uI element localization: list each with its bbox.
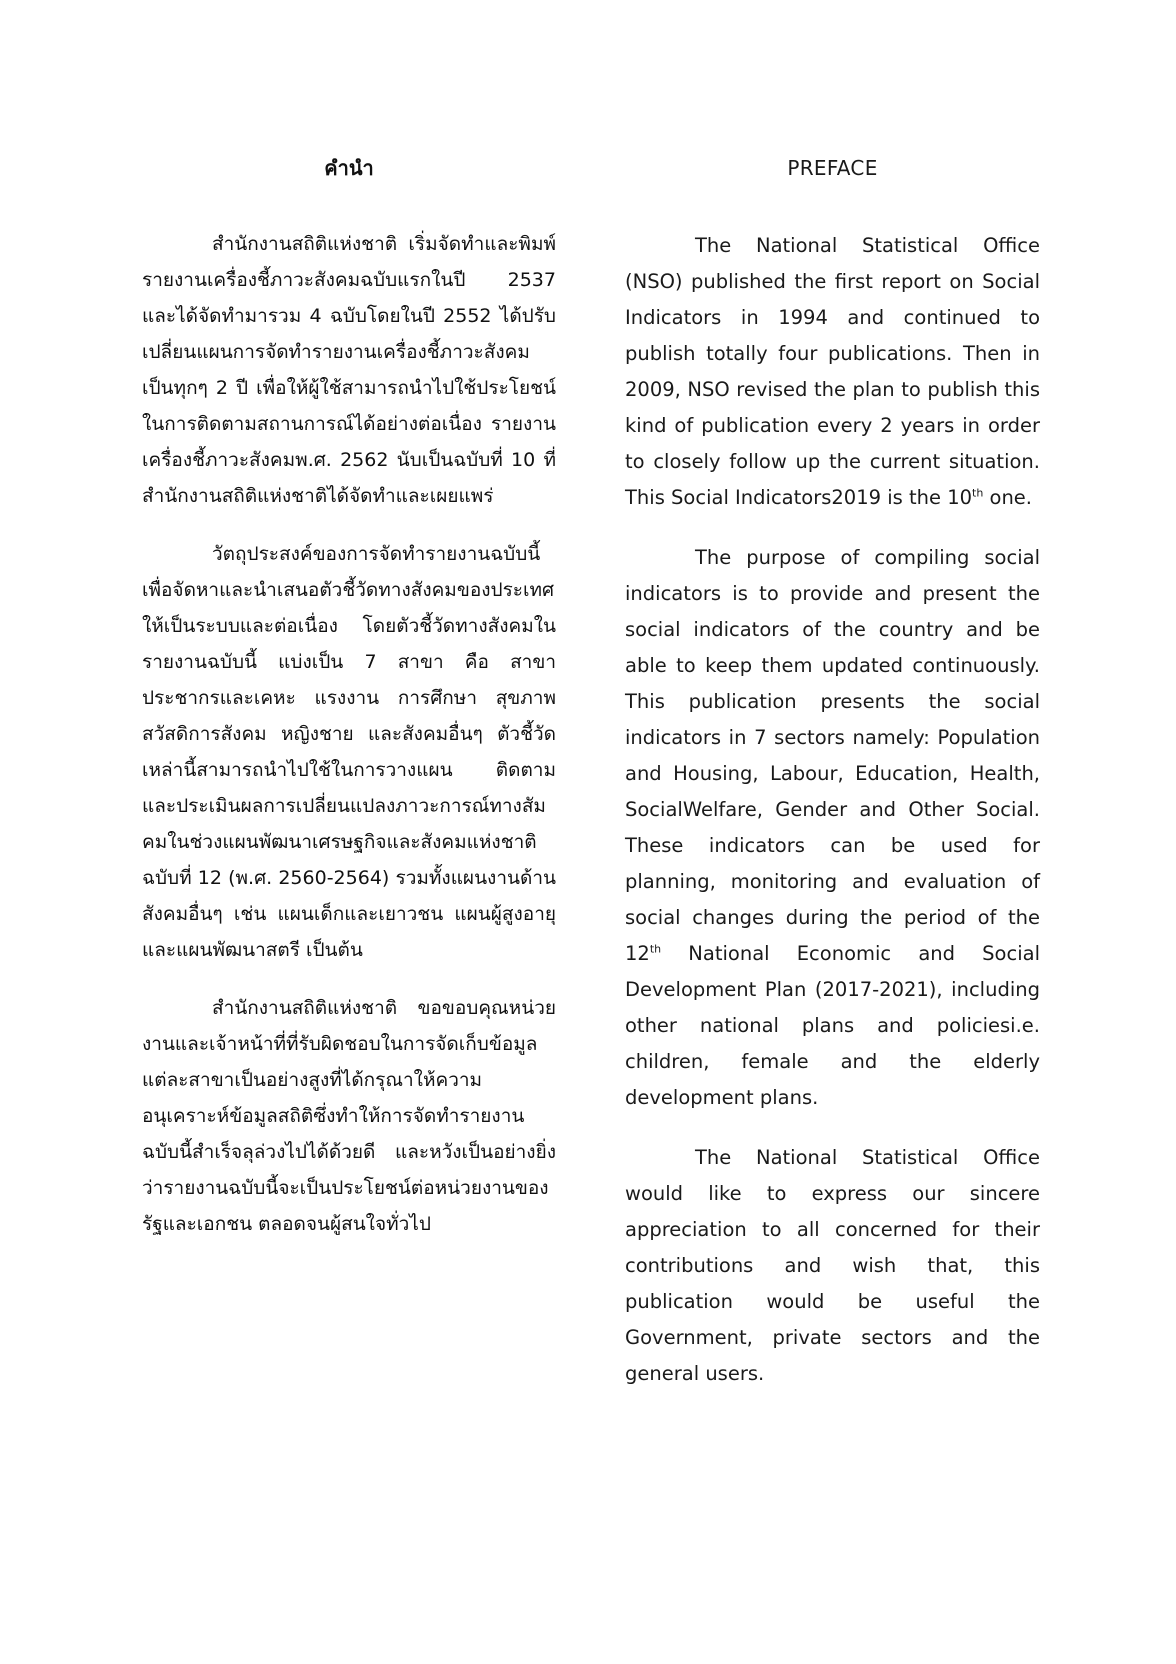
thai-paragraph-1: สำนักงานสถิติแห่งชาติ เริ่มจัดทำและพิมพ์รายงานเครื่องชี้ภาวะสังคมฉบับแรกในปี 2537 และได้จัดทำมารวม 4 ฉบับโดยในปี 2552 ได้ปรับเปลี่ยนแผนการจัดทำรายงานเครื่องชี้ภาวะสังคมเป็นทุกๆ 2 ปี เพื่อให้ผู้ใช้สามารถนำไปใช้ประโยชน์ในการติดตามสถานการณ์ได้อย่างต่อเนื่อง รายงานเครื่องชี้ภาวะสังคมพ.ศ. 2562 นับเป็นฉบับที่ 10 ที่สำนักงานสถิติแห่งชาติได้จัดทำและเผยแพร่ bbox=[142, 233, 556, 507]
thai-heading: คำนำ bbox=[324, 156, 374, 180]
english-paragraph-2 bbox=[625, 540, 1040, 1116]
english-paragraph-1 bbox=[625, 228, 1040, 516]
thai-paragraph-3: สำนักงานสถิติแห่งชาติ ขอขอบคุณหน่วยงานและเจ้าหน้าที่ที่รับผิดชอบในการจัดเก็บข้อมูลแต่ละสาขาเป็นอย่างสูงที่ได้กรุณาให้ความอนุเคราะห์ข้อมูลสถิติซึ่งทำให้การจัดทำรายงานฉบับนี้สำเร็จลุล่วงไปได้ด้วยดี และหวังเป็นอย่างยิ่งว่ารายงานฉบับนี้จะเป็นประโยชน์ต่อหน่วยงานของรัฐและเอกชน ตลอดจนผู้สนใจทั่วไป bbox=[142, 997, 556, 1235]
english-paragraph-2-text: The purpose of compiling social indicators is to provide and present the social indicators of the country and be able to keep them updated continuously. This publication presents the social indicators in 7 sectors namely: Population and Housing, Labour, Education, Health, SocialWelfare, Gender and Other Social. These indicators can be used for planning, monitoring and evaluation of social changes during the period of the 12 bbox=[625, 546, 1040, 965]
english-paragraph-3: The National Statistical Office would like to express our sincere appreciation to all concerned for their contributions and wish that, this publication would be useful the Government, private sectors and the general users. bbox=[625, 1146, 1040, 1385]
thai-preface-column bbox=[142, 150, 556, 1242]
ordinal-suffix: th bbox=[972, 486, 984, 500]
english-preface-column bbox=[625, 150, 1040, 1392]
english-paragraph-2-end: National Economic and Social Development Plan (2017-2021), including other national plans and policiesi.e. children, female and the elderly development plans. bbox=[625, 942, 1040, 1109]
ordinal-suffix: th bbox=[649, 942, 662, 956]
thai-paragraph-2: วัตถุประสงค์ของการจัดทำรายงานฉบับนี้ เพื่อจัดหาและนำเสนอตัวชี้วัดทางสังคมของประเทศ ให้เป็นระบบและต่อเนื่อง โดยตัวชี้วัดทางสังคมในรายงานฉบับนี้ แบ่งเป็น 7 สาขา คือ สาขาประชากรและเคหะ แรงงาน การศึกษา สุขภาพ สวัสดิการสังคม หญิงชาย และสังคมอื่นๆ ตัวชี้วัดเหล่านี้สามารถนำไปใช้ในการวางแผน ติดตาม และประเมินผลการเปลี่ยนแปลงภาวะการณ์ทางสัมคมในช่วงแผนพัฒนาเศรษฐกิจและสังคมแห่งชาติ ฉบับที่ 12 (พ.ศ. 2560-2564) รวมทั้งแผนงานด้านสังคมอื่นๆ เช่น แผนเด็กและเยาวชน แผนผู้สูงอายุ และแผนพัฒนาสตรี เป็นต้น bbox=[142, 543, 556, 961]
english-paragraph-1-end: one. bbox=[983, 486, 1032, 509]
english-heading: PREFACE bbox=[787, 156, 878, 180]
english-paragraph-1-text: The National Statistical Office (NSO) published the first report on Social Indicators in 1994 and continued to publish totally four publications. Then in 2009, NSO revised the plan to publish this kind of publication every 2 years in order to closely follow up the current situation. This Social Indicators2019 is the 10 bbox=[625, 234, 1040, 509]
